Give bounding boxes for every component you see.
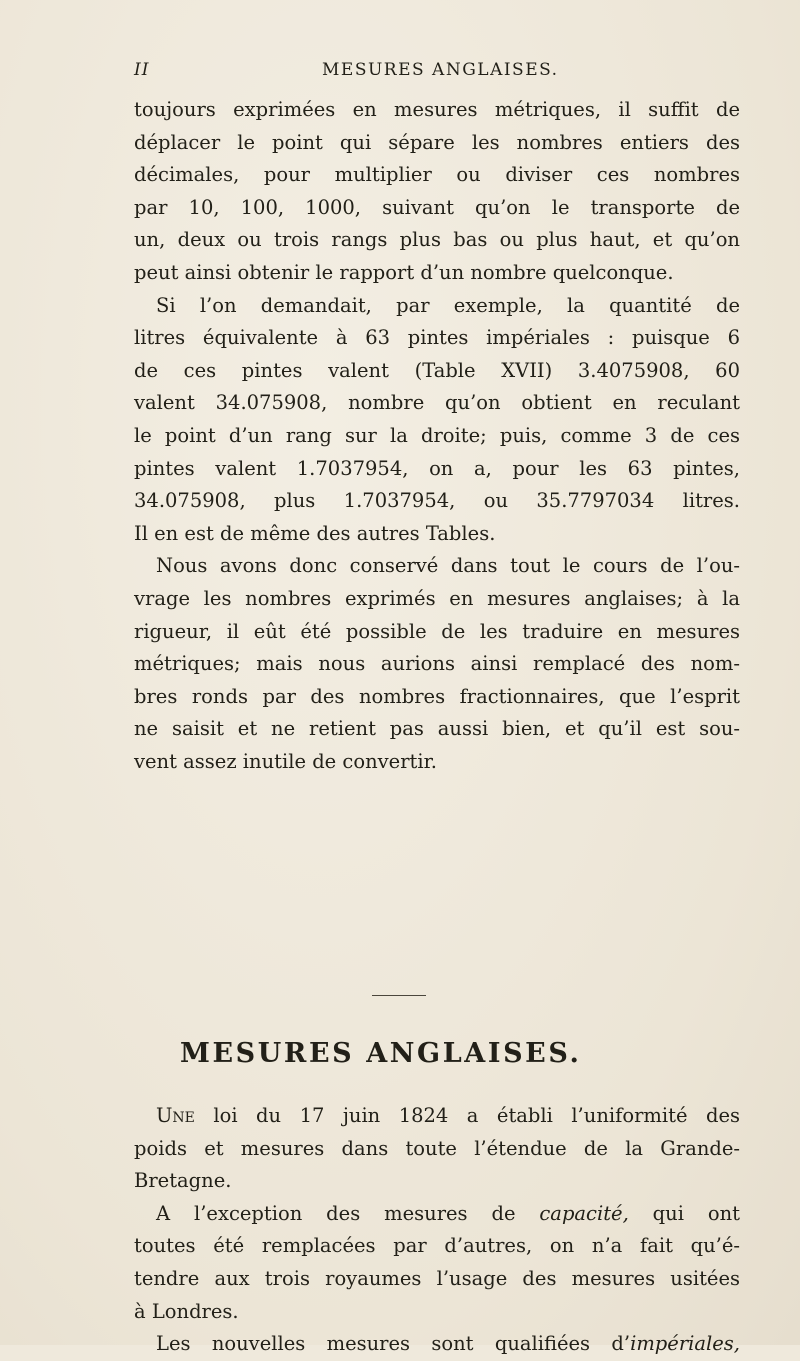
section-title: MESURES ANGLAISES. [180,1038,582,1069]
text-line: tendre aux trois royaumes l’usage des mesures usitées [134,1266,740,1290]
text-line: métriques; mais nous aurions ainsi remplacé des nom- [134,652,740,676]
text-fragment: loi du 17 juin 1824 a établi l’uniformité des [194,1104,740,1127]
text-fragment: A l’exception des mesures de [156,1201,540,1225]
body-text-upper [134,94,740,778]
text-line: valent 34.075908, nombre qu’on obtient en reculant [134,391,740,415]
text-line: rigueur, il eût été possible de les traduire en mesures [134,619,740,643]
text-line: litres équivalente à 63 pintes impériales : puisque 6 [134,326,740,350]
text-line: toutes été remplacées par d’autres, on n’a fait qu’é- [134,1234,740,1258]
text-line: Si l’on demandait, par exemple, la quantité de [156,293,740,317]
text-line: Il en est de même des autres Tables. [134,521,496,545]
running-title: MESURES ANGLAISES. [322,60,559,80]
text-line: Nous avons donc conservé dans tout le cours de l’ou- [156,554,740,578]
page-number: II [134,60,150,80]
text-line: le point d’un rang sur la droite; puis, comme 3 de ces [134,423,740,447]
text-line: de ces pintes valent (Table XVII) 3.4075908, 60 [134,358,740,382]
text-line: bres ronds par des nombres fractionnaires, que l’esprit [134,684,740,708]
text-line: à Londres. [134,1299,239,1323]
text-line: toujours exprimées en mesures métriques, il suffit de [134,98,740,121]
text-fragment: Les nouvelles mesures sont qualifiées d’ [156,1332,631,1356]
text-line: vent assez inutile de convertir. [134,749,437,773]
text-line [134,1328,740,1361]
text-line: un, deux ou trois rangs plus bas ou plus haut, et qu’on [134,228,740,252]
text-line: par 10, 100, 1000, suivant qu’on le transporte de [134,195,740,219]
initial-word: Une [156,1104,195,1127]
text-line: peut ainsi obtenir le rapport d’un nombre quelconque. [134,260,674,284]
text-line: vrage les nombres exprimés en mesures anglaises; à la [134,586,740,610]
text-fragment: qui ont [628,1201,740,1225]
text-line: déplacer le point qui sépare les nombres entiers des [134,130,740,154]
body-text-lower [134,1100,740,1361]
emphasis-capacite: capacité, [539,1201,629,1225]
text-line: 34.075908, plus 1.7037954, ou 35.7797034 litres. [134,489,740,513]
text-line [134,1198,740,1231]
text-line [134,1100,740,1133]
emphasis-imperiales: impériales, [630,1332,740,1356]
text-line: décimales, pour multiplier ou diviser ces nombres [134,163,740,187]
text-line: poids et mesures dans toute l’étendue de la Grande- [134,1136,740,1160]
text-line: pintes valent 1.7037954, on a, pour les 63 pintes, [134,456,740,480]
text-line: ne saisit et ne retient pas aussi bien, et qu’il est sou- [134,717,740,741]
text-line: Bretagne. [134,1169,232,1193]
running-head [134,60,740,88]
section-divider [372,995,426,996]
